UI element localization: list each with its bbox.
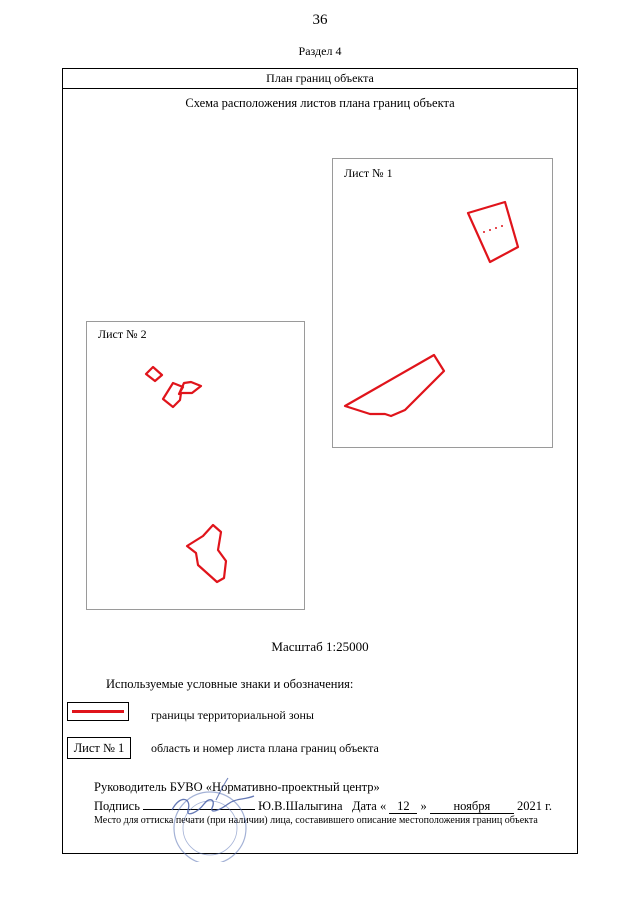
red-line-icon: [72, 710, 124, 713]
legend-sheet-text: область и номер листа плана границ объекта: [151, 741, 379, 755]
sheet-2-area: [86, 321, 305, 610]
sign-label: Подпись: [94, 799, 140, 813]
date-year: 2021 г.: [516, 799, 552, 813]
signature-position: Руководитель БУВО «Нормативно-проектный центр»: [94, 780, 380, 794]
section-title: Раздел 4: [298, 44, 342, 58]
signature-row: [94, 796, 552, 814]
plan-header: План границ объекта: [62, 68, 578, 89]
sheet-1-label: Лист № 1: [344, 166, 393, 180]
legend-sheet-symbol: Лист № 1: [67, 737, 131, 759]
legend-boundary-text: границы территориальной зоны: [151, 708, 314, 722]
date-month: ноября: [430, 800, 514, 814]
date-label: Дата «: [351, 799, 387, 813]
signer-name: Ю.В.Шалыгина: [258, 799, 343, 813]
sheet-2-label: Лист № 2: [98, 327, 147, 341]
page-number: 36: [312, 12, 328, 28]
stamp-note: Место для оттиска печати (при наличии) лица, составившего описание местоположения границ объекта: [94, 815, 538, 826]
scheme-title: Схема расположения листов плана границ объекта: [185, 96, 455, 110]
signature-field: [143, 796, 255, 810]
legend-boundary-symbol: [67, 702, 129, 721]
legend-title: Используемые условные знаки и обозначения:: [106, 677, 354, 691]
map-scale: Масштаб 1:25000: [271, 639, 369, 654]
sheet-1-area: [332, 158, 553, 448]
date-day: 12: [389, 800, 417, 814]
date-quote-close: »: [420, 799, 427, 813]
